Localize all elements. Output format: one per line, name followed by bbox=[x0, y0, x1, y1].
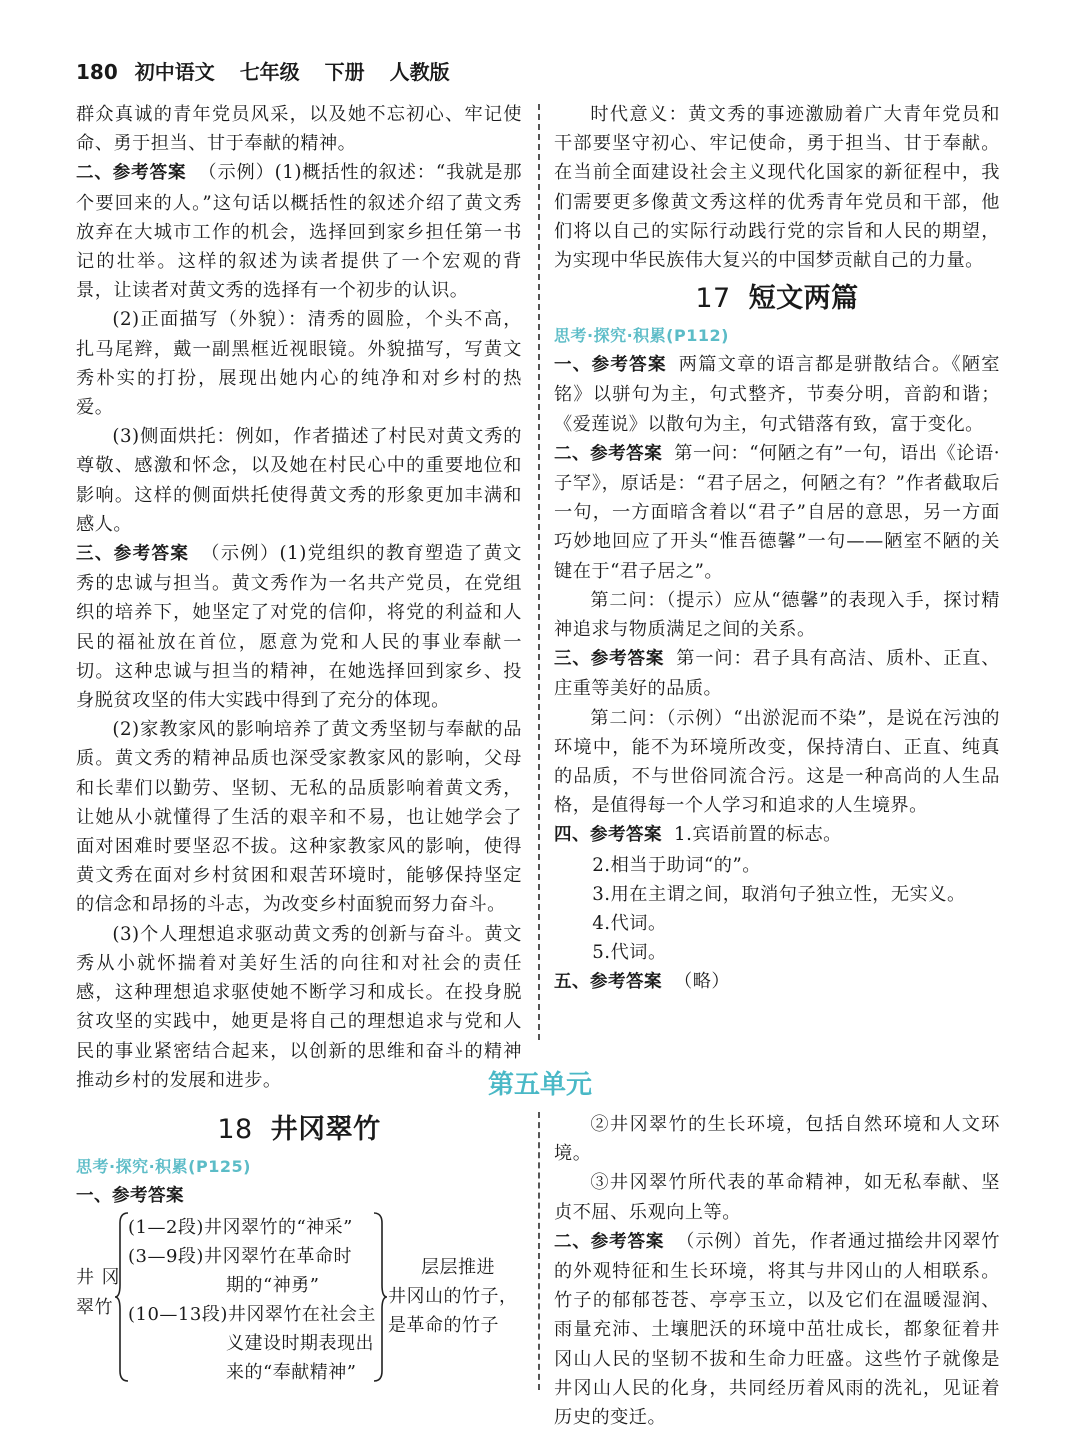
diagram-items bbox=[128, 1213, 388, 1387]
paragraph: 时代意义：黄文秀的事迹激励着广大青年党员和干部要坚守初心、牢记使命，勇于担当、甘于奉献。在当前全面建设社会主义现代化国家的新征程中，我们需要更多像黄文秀这样的优秀青年党员和干部，他们将以自己的实际行动践行党的宗旨和人民的期望，为实现中华民族伟大复兴的中国梦贡献自己的力量。 bbox=[554, 104, 1000, 272]
right-column-top bbox=[554, 100, 1000, 1020]
diagram-item: 来的“奉献精神” bbox=[226, 1362, 357, 1384]
answer-label: 二、参考答案 bbox=[554, 443, 663, 464]
answer-2 bbox=[554, 439, 1000, 586]
diagram-summary bbox=[388, 1253, 528, 1340]
diagram-root: 井冈翠竹 bbox=[76, 1267, 120, 1319]
paragraph: (3)侧面烘托：例如，作者描述了村民对黄文秀的尊敬、感激和怀念，以及她在村民心中的重要地位和影响。这样的侧面烘托使得黄文秀的形象更加丰满和感人。 bbox=[76, 426, 522, 535]
header-term: 下册 bbox=[324, 60, 365, 84]
summary-line: 是革命的竹子 bbox=[388, 1315, 499, 1337]
column-divider-top bbox=[538, 104, 540, 1040]
answer-text: （示例）(1)概括性的叙述：“我就是那个要回来的人。”这句话以概括性的叙述介绍了黄文秀放弃在大城市工作的机会，选择回到家乡担任第一书记的壮举。这样的叙述为读者提供了一个宏观的背景，让读者对黄文秀的选择有一个初步的认识。 bbox=[76, 162, 523, 302]
answer-4 bbox=[554, 820, 1000, 850]
paragraph: 第二问：（示例）“出淤泥而不染”，是说在污浊的环境中，能不为环境所改变，保持清白、正直、纯真的品质，不与世俗同流合污。这是一种高尚的人生品格，是值得每一个人学习和追求的人生境界。 bbox=[554, 707, 1000, 817]
page-header bbox=[76, 56, 450, 85]
section-name: 井冈翠竹 bbox=[270, 1114, 381, 1145]
list-item: 3.用在主谓之间，取消句子独立性，无实义。 bbox=[592, 883, 966, 905]
answer-text: （示例）首先，作者通过描绘井冈翠竹的外观特征和生长环境，将其与井冈山的人相联系。竹子的郁郁苍苍、亭亭玉立，以及它们在温暖湿润、雨量充沛、土壤肥沃的环境中茁壮成长，都象征着井冈山人民的坚韧不拔和生命力旺盛。这些竹子就像是井冈山人民的化身，共同经历着风雨的洗礼，见证着历史的变迁。 bbox=[554, 1230, 1000, 1429]
list-item: 2.相当于助词“的”。 bbox=[592, 854, 761, 876]
paragraph: ②井冈翠竹的生长环境，包括自然环境和人文环境。 bbox=[554, 1114, 1000, 1165]
list-item: 5.代词。 bbox=[592, 942, 667, 964]
header-subject: 初中语文 bbox=[134, 60, 215, 84]
right-column-bottom bbox=[554, 1110, 1000, 1429]
header-grade: 七年级 bbox=[239, 60, 300, 84]
summary-line: 井冈山的竹子， bbox=[388, 1286, 518, 1308]
answer-2 bbox=[76, 158, 522, 305]
paragraph: (2)正面描写（外貌）：清秀的圆脸，个头不高，扎马尾辫，戴一副黑框近视眼镜。外貌描写，写黄文秀朴实的打扮，展现出她内心的纯净和对乡村的热爱。 bbox=[76, 309, 522, 419]
answer-2 bbox=[554, 1227, 1000, 1432]
right-brace bbox=[372, 1211, 388, 1383]
unit-title: 第五单元 bbox=[487, 1070, 592, 1100]
answer-label: 二、参考答案 bbox=[76, 163, 187, 184]
left-column-bottom bbox=[76, 1110, 522, 1390]
section-number: 18 bbox=[217, 1114, 253, 1145]
answer-text: 两篇文章的语言都是骈散结合。《陋室铭》以骈句为主，句式整齐，节奏分明，音韵和谐；《爱莲说》以散句为主，句式错落有致，富于变化。 bbox=[554, 354, 1000, 435]
section-18-subtitle: 思考·探究·积累(P125) bbox=[76, 1157, 251, 1176]
answer-5 bbox=[554, 967, 1000, 997]
answer-label: 一、参考答案 bbox=[76, 1186, 184, 1206]
section-number: 17 bbox=[695, 283, 731, 315]
left-column-top bbox=[76, 100, 523, 1091]
paragraph: (2)家教家风的影响培养了黄文秀坚韧与奉献的品质。黄文秀的精神品质也深受家教家风的影响，父母和长辈们以勤劳、坚韧、无私的品质影响着黄文秀，让她从小就懂得了生活的艰辛和不易，也让她学会了面对困难时要坚忍不拔。这种家教家风的影响，使得黄文秀在面对乡村贫困和艰苦环境时，能够保持坚定的信念和昂扬的斗志，为改变乡村面貌而努力奋斗。 bbox=[76, 719, 522, 916]
answer-label: 二、参考答案 bbox=[554, 1231, 665, 1252]
paragraph: (3)个人理想追求驱动黄文秀的创新与奋斗。黄文秀从小就怀揣着对美好生活的向往和对社会的责任感，这种理想追求驱使她不断学习和成长。在投身脱贫攻坚的实践中，她更是将自己的理想追求与党和人民的事业紧密结合起来，以创新的思维和奋斗的精神推动乡村的发展和进步。 bbox=[76, 923, 522, 1091]
section-17-subtitle: 思考·探究·积累(P112) bbox=[554, 326, 729, 346]
diagram-item: 义建设时期表现出 bbox=[226, 1333, 374, 1355]
answer-3 bbox=[554, 644, 1000, 703]
answer-text: 第一问：君子具有高洁、质朴、正直、庄重等美好的品质。 bbox=[554, 648, 1000, 700]
section-18-title bbox=[76, 1110, 522, 1150]
answer-3 bbox=[76, 539, 522, 715]
paragraph: 第二问：（提示）应从“德馨”的表现入手，探讨精神追求与物质满足之间的关系。 bbox=[554, 589, 1000, 641]
diagram-item: (3—9段)井冈翠竹在革命时 bbox=[128, 1246, 352, 1268]
paragraph: 群众真诚的青年党员风采，以及她不忘初心、牢记使命、勇于担当、甘于奉献的精神。 bbox=[76, 104, 522, 155]
column-divider-bottom bbox=[538, 1112, 540, 1390]
answer-1 bbox=[76, 1181, 522, 1211]
list-item: 4.代词。 bbox=[592, 913, 667, 935]
header-edition: 人教版 bbox=[389, 60, 450, 84]
answer-label: 四、参考答案 bbox=[554, 825, 662, 846]
answer-label: 三、参考答案 bbox=[554, 649, 665, 670]
answer-text: （略） bbox=[674, 971, 731, 993]
section-name: 短文两篇 bbox=[748, 283, 859, 315]
answer-1 bbox=[554, 350, 1000, 439]
diagram-item: (10—13段)井冈翠竹在社会主 bbox=[128, 1304, 376, 1326]
answer-label: 五、参考答案 bbox=[554, 972, 662, 993]
paragraph: ③井冈翠竹所代表的革命精神，如无私奉献、坚贞不屈、乐观向上等。 bbox=[554, 1172, 1000, 1223]
page-number: 180 bbox=[76, 60, 118, 84]
structure-diagram bbox=[76, 1211, 522, 1386]
answer-text: 1.宾语前置的标志。 bbox=[674, 824, 842, 846]
answer-text: （示例）(1)党组织的教育塑造了黄文秀的忠诚与担当。黄文秀作为一名共产党员，在党组织的培养下，她坚定了对党的信仰，将党的利益和人民的福祉放在首位，愿意为党和人民的事业奉献一切。这种忠诚与担当的精神，在她选择回到家乡、投身脱贫攻坚的伟大实践中得到了充分的体现。 bbox=[76, 543, 522, 712]
summary-line: 层层推进 bbox=[421, 1257, 495, 1279]
diagram-item: (1—2段)井冈翠竹的“神采” bbox=[128, 1217, 353, 1239]
answer-label: 一、参考答案 bbox=[554, 355, 667, 376]
answer-text: 第一问：“何陋之有”一句，语出《论语·子罕》，原话是：“君子居之，何陋之有？”作者截取后一句，一方面暗含着以“君子”自居的意思，另一方面巧妙地回应了开头“惟吾德馨”一句——陋室不陋的关键在于“君子居之”。 bbox=[554, 442, 1000, 582]
diagram-item: 期的“神勇” bbox=[226, 1275, 320, 1297]
answer-label: 三、参考答案 bbox=[76, 544, 190, 565]
section-17-title bbox=[554, 279, 1000, 319]
